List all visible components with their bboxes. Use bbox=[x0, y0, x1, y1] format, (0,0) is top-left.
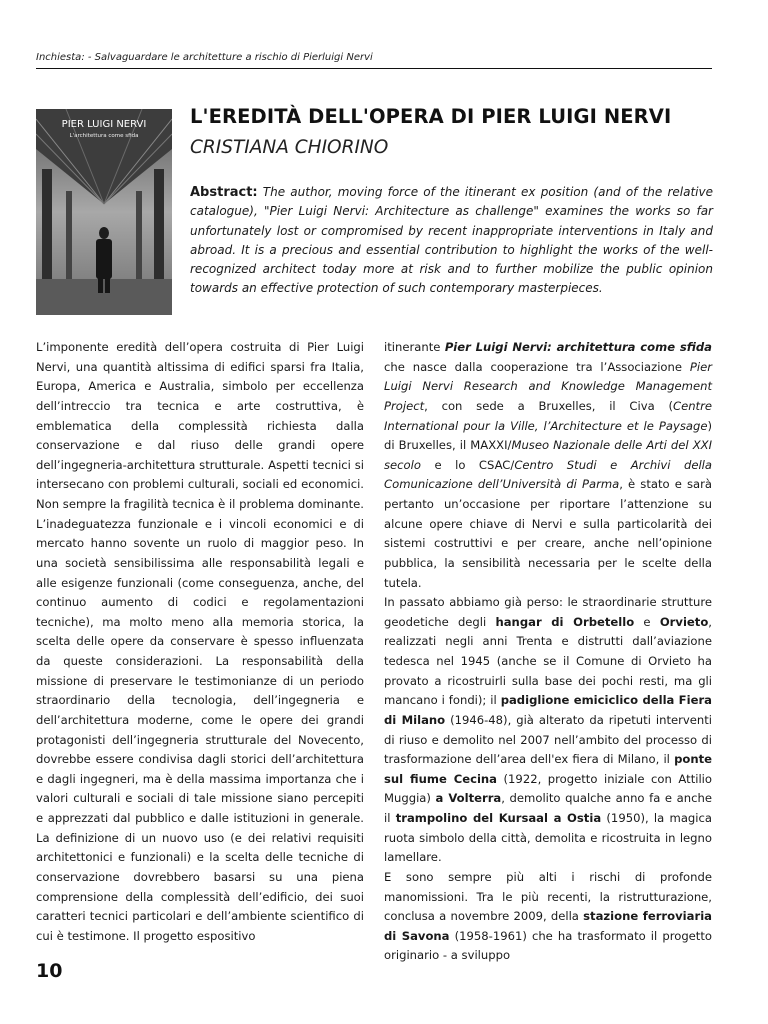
text-run: (1922, progetto iniziale con Attilio Muggia) bbox=[384, 771, 712, 806]
text-run: , è stato e sarà pertanto un’occasione per riportare l’attenzione su alcune opere chiave di Nervi e sulla particolarità dei sistemi costruttivi e per creare, anche nell’opinione pubblica, la sensibilità necessaria per le scelte della tutela. bbox=[384, 477, 712, 590]
exhibition-title: Pier Luigi Nervi: architettura come sfida bbox=[444, 340, 712, 354]
text-run-italic: Pier Luigi Nervi Research and Knowledge Management Project bbox=[384, 359, 712, 413]
text-run-bold: padiglione emiciclico della Fiera di Milano bbox=[384, 693, 712, 727]
text-run: (1958-1961) che ha trasformato il progetto originario - a sviluppo bbox=[384, 928, 712, 963]
text-run-bold: stazione ferroviaria di Savona bbox=[384, 909, 712, 943]
cover-subtitle: L'architettura come sfida bbox=[69, 133, 139, 139]
text-run-italic: Centro Studi e Archivi della Comunicazione dell’Università di Parma bbox=[384, 457, 713, 492]
text-run: e lo CSAC/ bbox=[420, 457, 515, 472]
text-run: itinerante bbox=[384, 340, 445, 354]
text-run-bold: trampolino del Kursaal a Ostia bbox=[395, 811, 602, 825]
body-paragraph bbox=[384, 593, 712, 868]
body-column-right bbox=[384, 338, 712, 966]
text-run-bold: hangar di Orbetello bbox=[495, 614, 635, 629]
text-run-italic: Centre International pour la Ville, l’Architecture et le Paysage bbox=[384, 398, 712, 433]
running-header: Inchiesta: - Salvaguardare le architetture a rischio di Pierluigi Nervi bbox=[36, 52, 373, 63]
text-run: , demolito qualche anno fa e anche il bbox=[384, 791, 712, 825]
article-author: CRISTIANA CHIORINO bbox=[190, 137, 389, 158]
text-run: e bbox=[634, 614, 660, 629]
text-run: (1950), la magica ruota simbolo della città, demolita e ricostruita in legno lamellare. bbox=[384, 811, 712, 865]
text-run-bold: a Volterra bbox=[435, 791, 502, 806]
text-run-bold: Orvieto bbox=[659, 614, 709, 629]
text-run: In passato abbiamo già perso: le straordinarie strutture geodetiche degli bbox=[384, 595, 712, 629]
text-run-bold: ponte sul fiume Cecina bbox=[384, 752, 712, 786]
abstract-block bbox=[190, 183, 713, 299]
text-run-italic: Museo Nazionale delle Arti del XXI secolo bbox=[384, 438, 713, 472]
text-run: E sono sempre più alti i rischi di profonde manomissioni. Tra le più recenti, la ristrutturazione, conclusa a novembre 2009, della bbox=[384, 869, 712, 924]
cover-photo bbox=[36, 109, 172, 315]
abstract-text: The author, moving force of the itinerant ex position (and of the relative catalogue), "Pier Luigi Nervi: Architecture as challenge" examines the works so far unfortunately lost or compromised by recent inappropriate interventions in Italy and abroad. It is a precious and essential contribution to highlight the works of the well-recognized architect today more at risk and to further mobilize the public opinion towards an effective protection of such contemporary masterpieces. bbox=[190, 185, 713, 296]
text-run: ) di Bruxelles, il MAXXI/ bbox=[384, 418, 712, 453]
body-paragraph: L’imponente eredità dell’opera costruita di Pier Luigi Nervi, una quantità altissima di edifici sparsi fra Italia, Europa, America e Australia, simbolo per eccellenza dell’intreccio tra tecnica e arte costruttiva, è emblematica della complessità richiesta dalla conservazione e dal riuso delle grandi opere dell’ingegneria-architettura strutturale. Aspetti tecnici si intersecano con problemi culturali, sociali ed economici. Non sempre la fragilità tecnica è il problema dominante. L’inadeguatezza funzionale e i vincoli economici e di mercato hanno sovente un ruolo di maggior peso. In una società sensibilissima alle responsabilità legali e alle esigenze funzionali (come conseguenza, anche, del continuo aumento di codici e regolamentazioni tecniche), ma molto meno alla memoria storica, la scelta delle opere da conservare è spesso influenzata da queste considerazioni. La responsabilità della missione di preservare le testimonianze di un periodo straordinario della tecnologia, dell’ingegneria e dell’architettura moderne, come le opere dei grandi protagonisti dell’ingegneria strutturale del Novecento, dovrebbe essere condivisa dagli storici dell’architettura e dagli ingegneri, ma è della massima importanza che i valori culturali e sociali di tale missione siano percepiti e apprezzati dal pubblico e dalle istituzioni in generale. La definizione di un nuovo uso (e dei relativi requisiti architettonici e funzionali) e la scelta delle tecniche di conservazione dovrebbero basarsi su una piena comprensione della complessità dell’edificio, dei suoi caratteri tecnici particolari e dell’ambiente scientifico di cui è testimone. Il progetto espositivo bbox=[36, 340, 364, 943]
text-run: , realizzati negli anni Trenta e distrutti dall’aviazione tedesca nel 1945 (anche se il Comune di Orvieto ha provato a ricostruirli sulla base dei pochi resti, ma gli mancano i fondi); il bbox=[384, 614, 712, 708]
cover-title: PIER LUIGI NERVI bbox=[61, 119, 147, 130]
body-paragraph bbox=[384, 868, 712, 966]
page-number: 10 bbox=[36, 960, 63, 982]
abstract-label: Abstract: bbox=[190, 185, 258, 200]
header-divider bbox=[36, 68, 712, 69]
article-title: L'EREDITÀ DELL'OPERA DI PIER LUIGI NERVI bbox=[190, 105, 672, 128]
book-cover-image bbox=[36, 109, 172, 315]
text-run: (1946-48), già alterato da ripetuti interventi di riuso e demolito nel 2007 nell’ambito del processo di trasformazione dell’area dell'ex fiera di Milano, il bbox=[384, 712, 712, 767]
text-run: , con sede a Bruxelles, il Civa ( bbox=[424, 398, 673, 413]
body-column-left bbox=[36, 338, 364, 946]
text-run: che nasce dalla cooperazione tra l’Associazione bbox=[384, 359, 690, 374]
body-paragraph bbox=[384, 338, 712, 593]
